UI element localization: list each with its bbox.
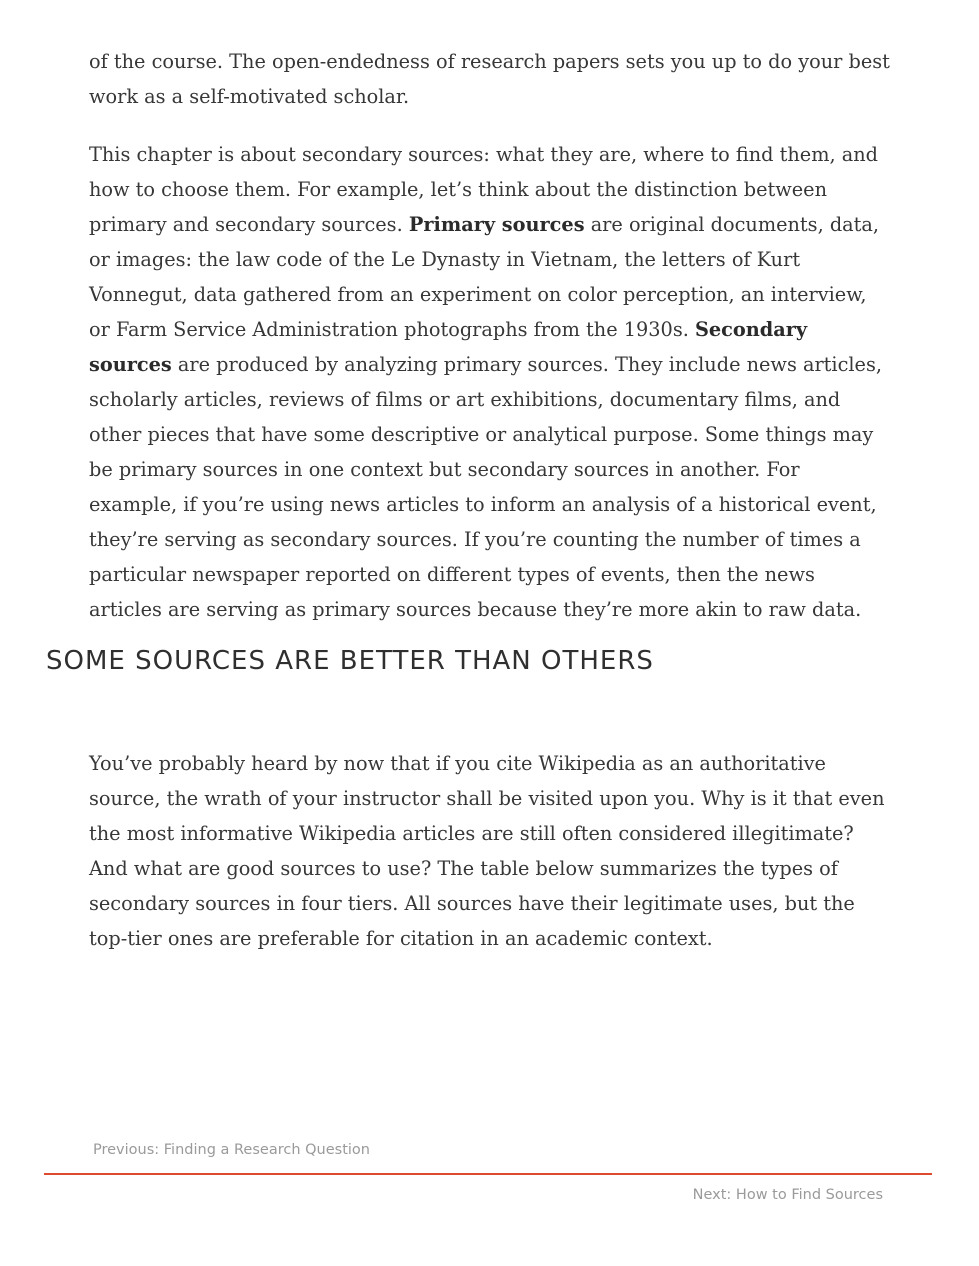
term-primary-sources: Primary sources [408,213,585,236]
term-secondary-sources: Secondary sources [89,318,808,376]
paragraph-text-part2: are original documents, data, or images: the law code of the Le Dynasty in Vietnam, the letters of Kurt Vonnegut, data gathered from an experiment on color perception, an interview, or Farm Service Administration photographs from the 1930s. [89,213,880,341]
paragraph-wikipedia: You’ve probably heard by now that if you cite Wikipedia as an authoritative source, the wrath of your instructor shall be visited upon you. Why is it that even the most informative Wikipedia articles are still often considered illegitimate? And what are good sources to use? The table below summarizes the types of secondary sources in four tiers. All sources have their legitimate uses, but the top-tier ones are preferable for citation in an academic context. [89,752,885,950]
previous-chapter-link[interactable]: Previous: Finding a Research Question [93,1142,370,1158]
paragraph-intro-tail: of the course. The open-endedness of research papers sets you up to do your best work as a self-motivated scholar. [89,50,890,108]
next-chapter-link[interactable]: Next: How to Find Sources [692,1187,883,1203]
navigation-divider [44,1173,932,1175]
paragraph-secondary-sources [89,137,891,627]
section-heading: SOME SOURCES ARE BETTER THAN OTHERS [46,646,654,676]
paragraph-text-part3: are produced by analyzing primary sources. They include news articles, scholarly articles, reviews of films or art exhibitions, documentary films, and other pieces that have some descriptive or analytical purpose. Some things may be primary sources in one context but secondary sources in another. For example, if you’re using news articles to inform an analysis of a historical event, they’re serving as secondary sources. If you’re counting the number of times a particular newspaper reported on different types of events, then the news articles are serving as primary sources because they’re more akin to raw data. [89,353,882,621]
paragraph-text-part1: This chapter is about secondary sources: what they are, where to find them, and how to choose them. For example, let’s think about the distinction between primary and secondary sources. [89,143,879,236]
